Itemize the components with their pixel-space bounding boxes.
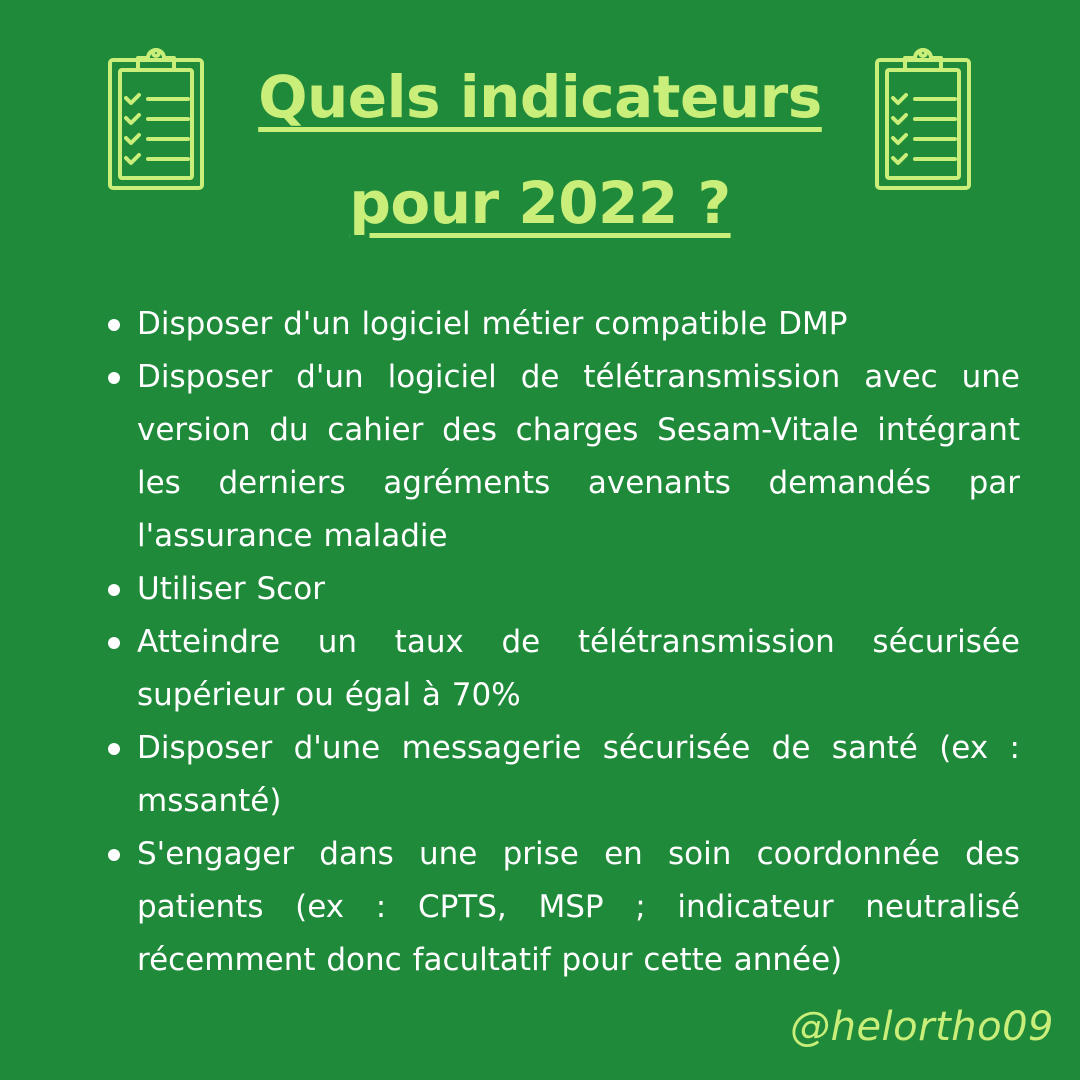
list-item: [100, 828, 1020, 987]
list-item-text: Disposer d'un logiciel métier compatible DMP: [137, 306, 848, 342]
list-item: [100, 298, 1020, 351]
author-handle: @helortho09: [790, 1004, 1054, 1050]
clipboard-checklist-icon: [104, 36, 208, 192]
list-item-text: Atteindre un taux de télétransmission sécurisée supérieur ou égal à 70%: [137, 624, 1020, 713]
list-item: [100, 351, 1020, 563]
title-line-1: Quels indicateurs: [258, 63, 822, 131]
bullet-dot: [108, 584, 120, 596]
list-item: [100, 616, 1020, 722]
title-line-2: pour 2022 ?: [349, 169, 731, 237]
indicator-list: [100, 298, 1020, 987]
list-item-text: Disposer d'une messagerie sécurisée de santé (ex : mssanté): [137, 730, 1020, 819]
list-item: [100, 722, 1020, 828]
bullet-dot: [108, 319, 120, 331]
list-item-text: Utiliser Scor: [137, 571, 325, 607]
page-title: [215, 44, 865, 256]
bullet-dot: [108, 372, 120, 384]
list-item-text: Disposer d'un logiciel de télétransmission avec une version du cahier des charges Sesam-Vitale intégrant les derniers agréments avenants demandés par l'assurance maladie: [137, 359, 1020, 554]
bullet-dot: [108, 637, 120, 649]
list-item-text: S'engager dans une prise en soin coordonnée des patients (ex : CPTS, MSP ; indicateur neutralisé récemment donc facultatif pour cette année): [137, 836, 1020, 978]
list-item: [100, 563, 1020, 616]
bullet-dot: [108, 849, 120, 861]
bullet-dot: [108, 743, 120, 755]
clipboard-checklist-icon: [871, 36, 975, 192]
